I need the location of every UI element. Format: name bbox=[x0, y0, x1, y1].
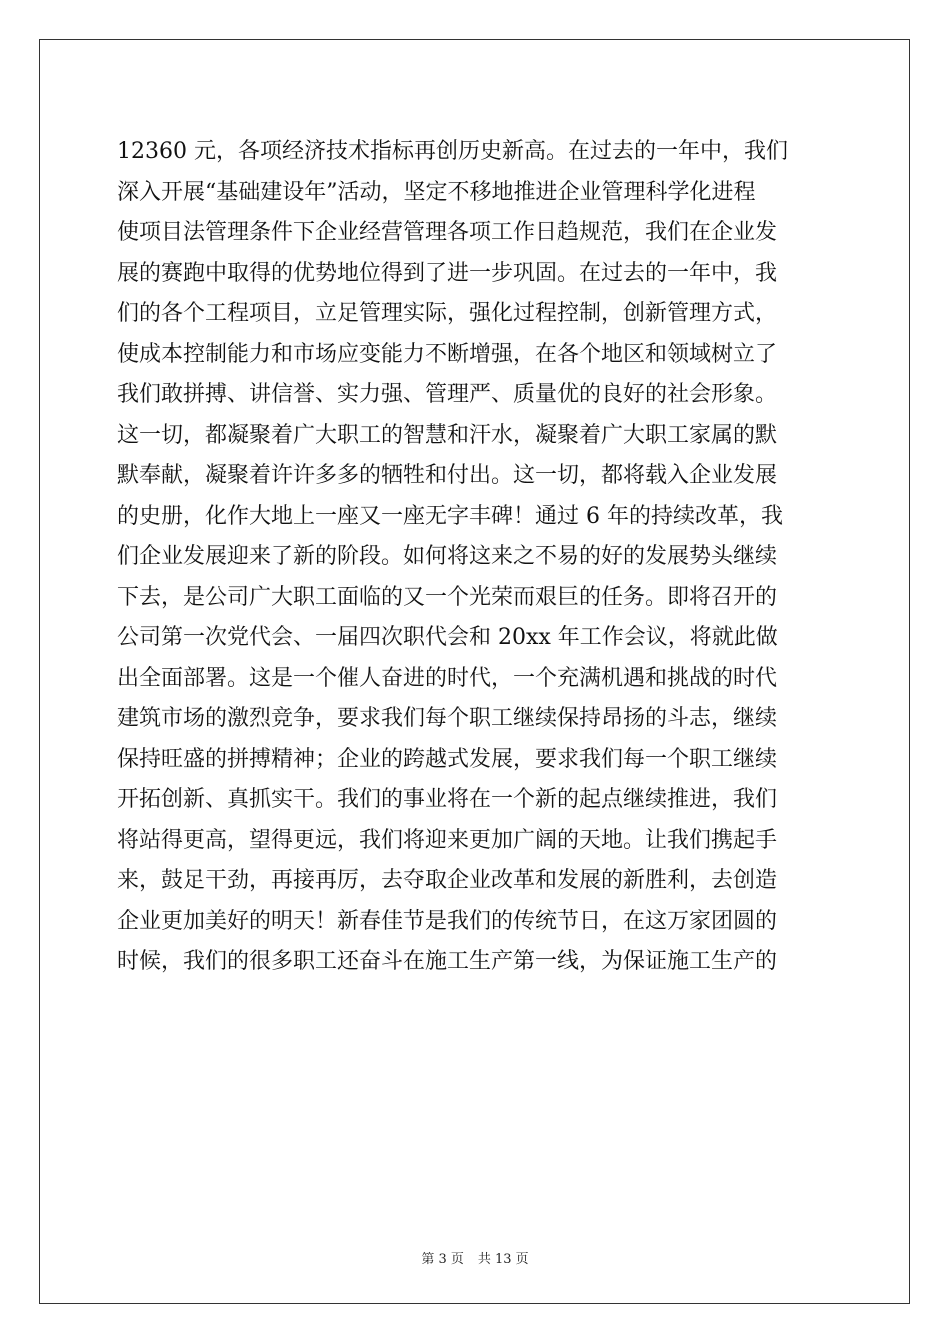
text-line: 保持旺盛的拼搏精神；企业的跨越式发展，要求我们每一个职工继续 bbox=[117, 746, 778, 772]
total-pages-label: 共 13 页 bbox=[477, 1252, 529, 1267]
text-line: 开拓创新、真抓实干。我们的事业将在一个新的起点继续推进，我们 bbox=[117, 787, 778, 812]
text-line: 12360 元，各项经济技术指标再创历史新高。在过去的一年中，我们 bbox=[117, 139, 788, 164]
text-line: 企业更加美好的明天！新春佳节是我们的传统节日，在这万家团圆的 bbox=[117, 908, 778, 934]
text-line: 使项目法管理条件下企业经营管理各项工作日趋规范，我们在企业发 bbox=[117, 220, 778, 245]
text-line: 的史册，化作大地上一座又一座无字丰碑！通过 6 年的持续改革，我 bbox=[117, 503, 783, 529]
text-line: 时候，我们的很多职工还奋斗在施工生产第一线，为保证施工生产的 bbox=[117, 949, 778, 974]
text-line: 建筑市场的激烈竞争，要求我们每个职工继续保持昂扬的斗志，继续 bbox=[117, 706, 778, 731]
document-body bbox=[117, 132, 837, 983]
text-line: 这一切，都凝聚着广大职工的智慧和汗水，凝聚着广大职工家属的默 bbox=[117, 422, 778, 448]
text-line: 们的各个工程项目，立足管理实际，强化过程控制，创新管理方式， bbox=[117, 301, 778, 326]
text-line: 来，鼓足干劲，再接再厉，去夺取企业改革和发展的新胜利，去创造 bbox=[117, 868, 778, 893]
text-line: 展的赛跑中取得的优势地位得到了进一步巩固。在过去的一年中，我 bbox=[117, 260, 778, 286]
current-page-label: 第 3 页 bbox=[421, 1252, 464, 1267]
text-line: 将站得更高，望得更远，我们将迎来更加广阔的天地。让我们携起手 bbox=[117, 827, 778, 853]
text-line: 默奉献，凝聚着许许多多的牺牲和付出。这一切，都将载入企业发展 bbox=[117, 463, 778, 488]
text-line: 公司第一次党代会、一届四次职代会和 20xx 年工作会议，将就此做 bbox=[117, 625, 778, 650]
text-line: 深入开展“基础建设年”活动，坚定不移地推进企业管理科学化进程 bbox=[117, 179, 756, 205]
text-line: 出全面部署。这是一个催人奋进的时代，一个充满机遇和挑战的时代 bbox=[117, 665, 778, 691]
page-footer bbox=[0, 1248, 950, 1267]
text-line: 下去，是公司广大职工面临的又一个光荣而艰巨的任务。即将召开的 bbox=[117, 584, 778, 610]
text-line: 使成本控制能力和市场应变能力不断增强，在各个地区和领域树立了 bbox=[117, 341, 778, 367]
text-line: 我们敢拼搏、讲信誉、实力强、管理严、质量优的良好的社会形象。 bbox=[117, 382, 778, 407]
text-line: 们企业发展迎来了新的阶段。如何将这来之不易的好的发展势头继续 bbox=[117, 544, 778, 569]
